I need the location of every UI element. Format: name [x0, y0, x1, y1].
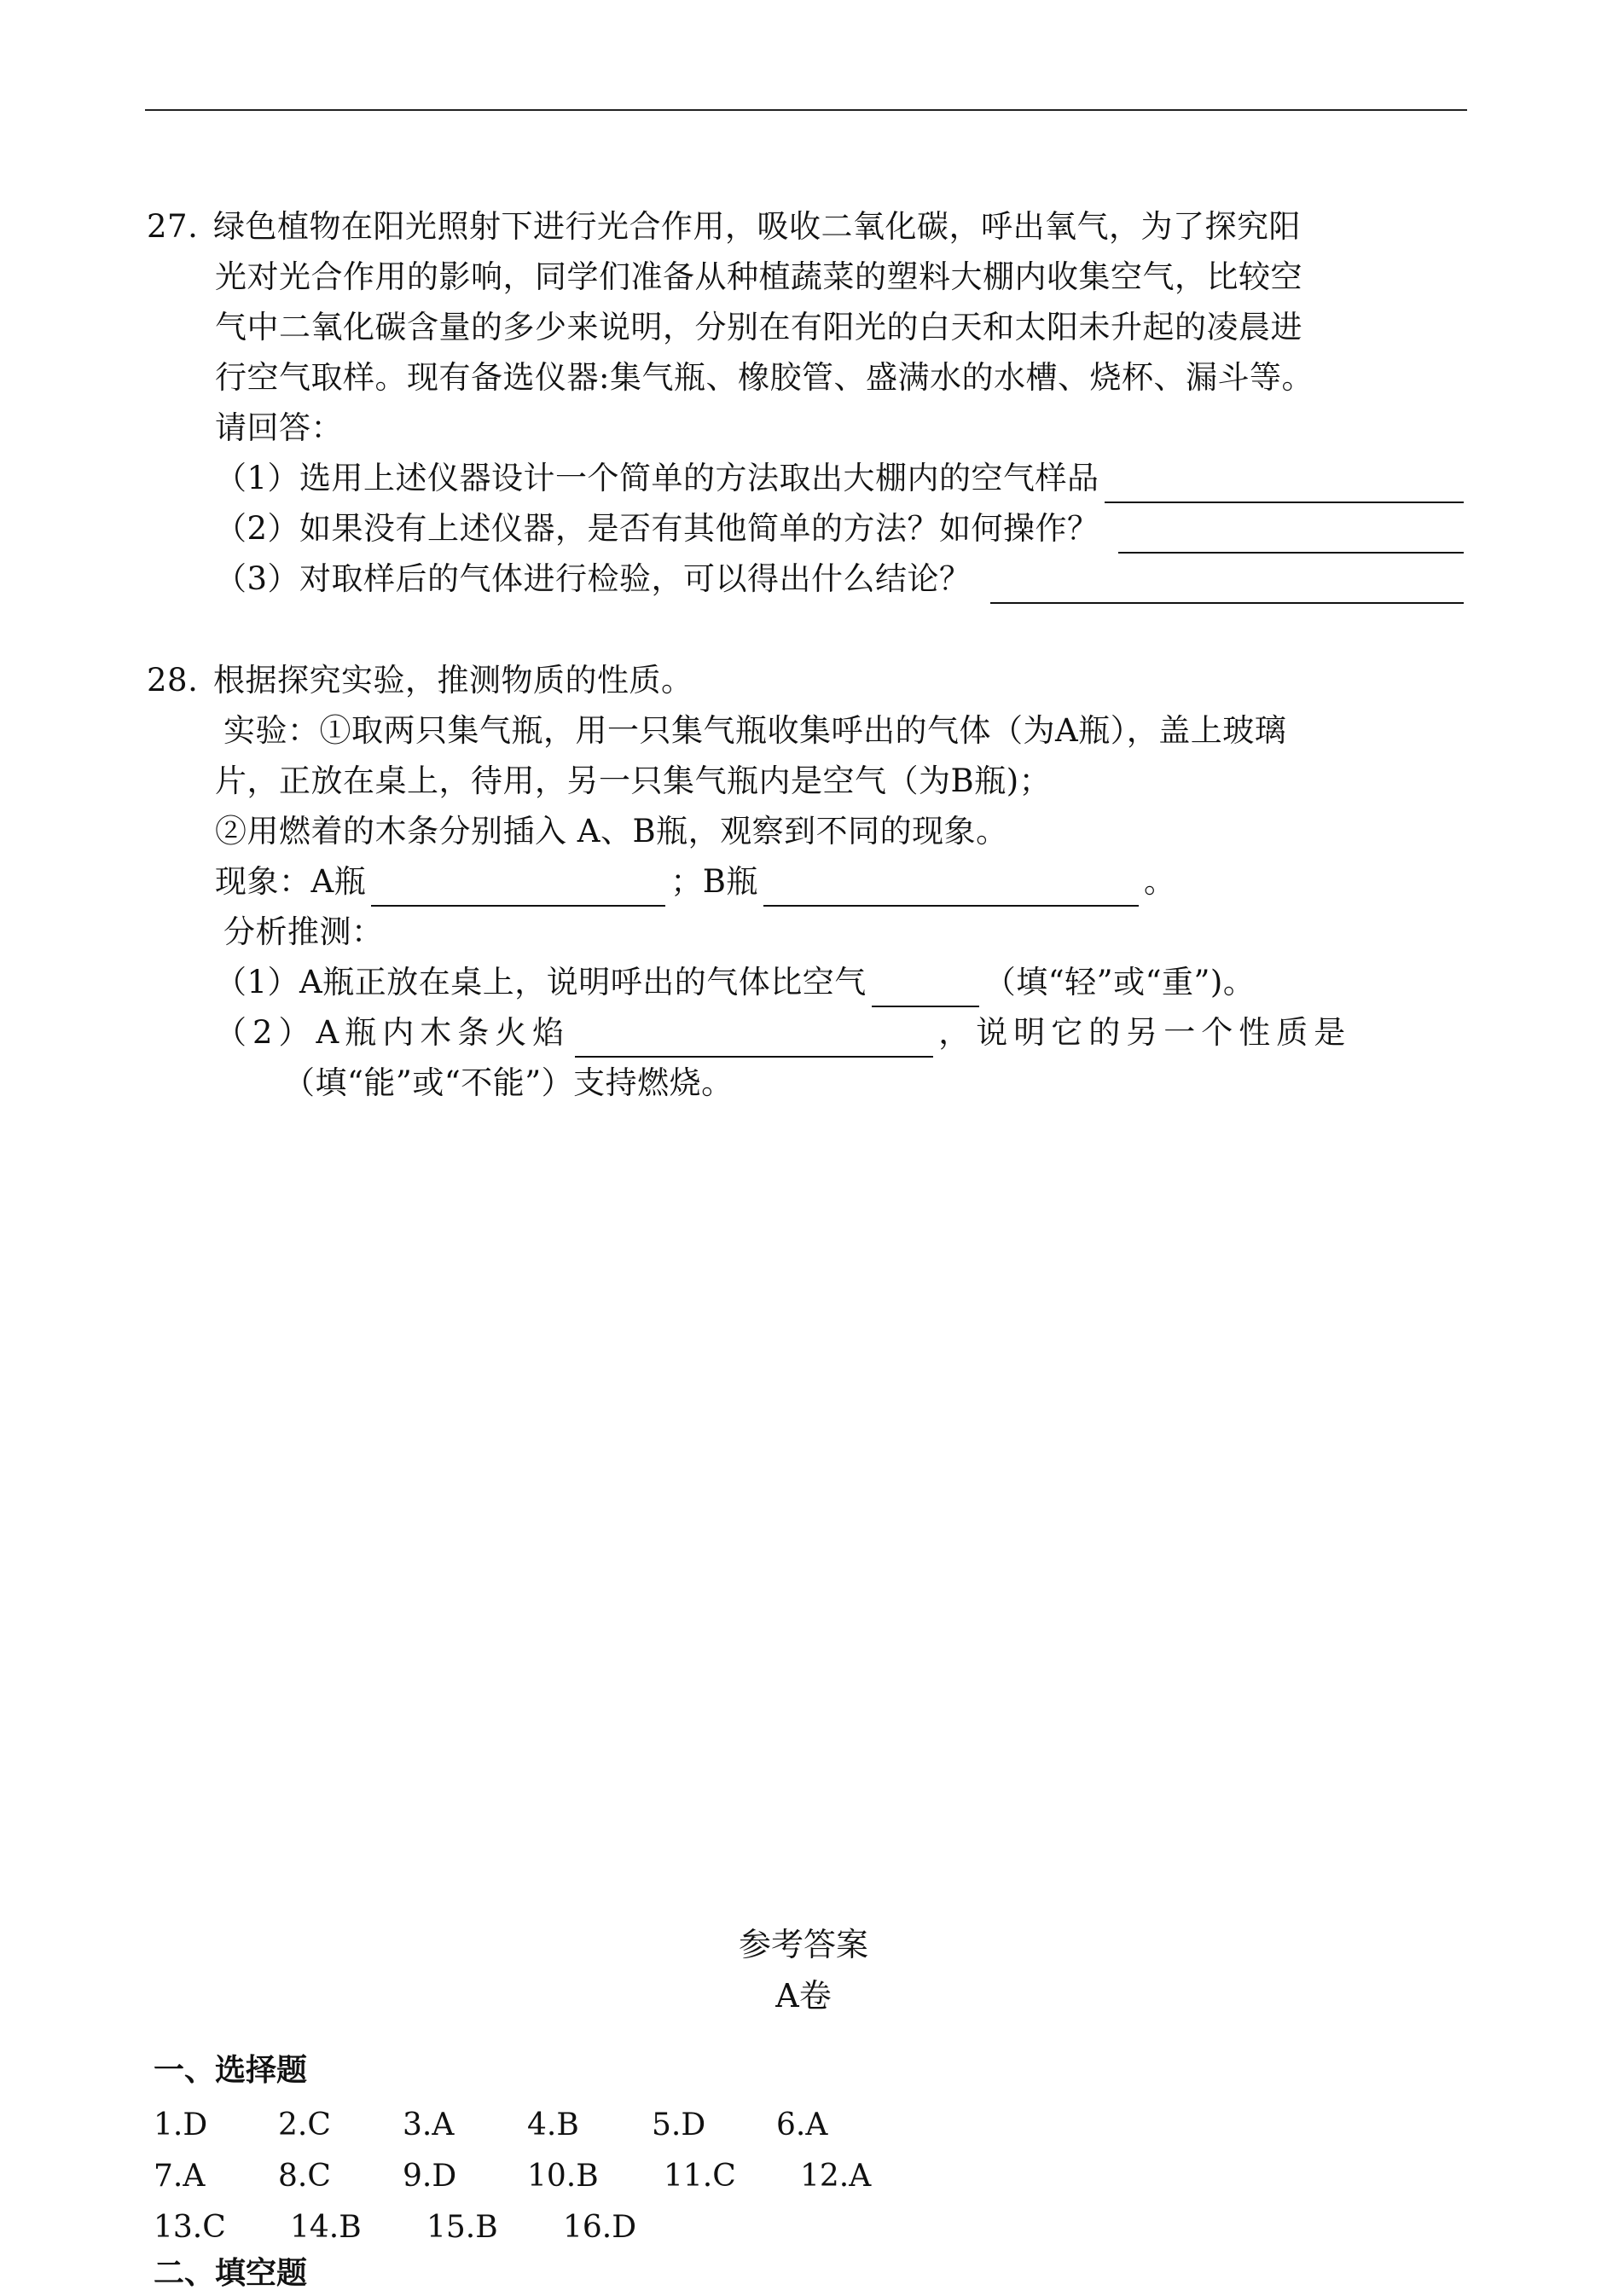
section-multiple-choice: 一、选择题 [154, 2053, 308, 2088]
answer-item: 14.B [290, 2210, 362, 2245]
answer-item: 8.C [278, 2159, 331, 2194]
q28-analysis-1: （1）A瓶正放在桌上，说明呼出的气体比空气 （填“轻”或“重”)。 [147, 957, 1469, 1007]
question-27 [147, 201, 1469, 604]
answers-title: 参考答案 [738, 1926, 868, 1963]
answer-row-3 [154, 2202, 937, 2253]
question-28 [147, 655, 1469, 1108]
q28-line4: ②用燃着的木条分别插入 A、B瓶，观察到不同的现象。 [215, 813, 1008, 849]
answer-item: 3.A [403, 2108, 455, 2142]
q28-line2: 实验：①取两只集气瓶，用一只集气瓶收集呼出的气体（为A瓶），盖上玻璃 [223, 712, 1287, 749]
q27-answer-blank-2[interactable] [1118, 518, 1464, 554]
answer-row-1 [154, 2100, 937, 2151]
q28-analysis-label: 分析推测： [223, 913, 384, 950]
q27-number: 27. [147, 208, 199, 245]
answer-item: 7.A [154, 2159, 206, 2194]
answer-item: 11.C [664, 2159, 736, 2194]
q27-sub2: （2）如果没有上述仪器，是否有其他简单的方法？如何操作？ [147, 503, 1469, 554]
answer-item: 12.A [800, 2159, 872, 2194]
answer-item: 13.C [154, 2210, 226, 2245]
q28-phenomenon: 现象：A瓶 ；B瓶 。 [147, 856, 1469, 907]
q28-analysis-2: （2）A瓶内木条火焰 ，说明它的另一个性质是 [147, 1007, 1469, 1058]
q27-line2: 光对光合作用的影响，同学们准备从种植蔬菜的塑料大棚内收集空气，比较空 [215, 258, 1302, 295]
q27-line1: 27. 绿色植物在阳光照射下进行光合作用，吸收二氧化碳，呼出氧气，为了探究阳 [147, 201, 1469, 252]
q27-line5: 请回答： [215, 409, 343, 446]
answer-item: 6.A [776, 2108, 828, 2142]
answer-key [154, 2100, 937, 2253]
q27-answer-blank-3[interactable] [990, 568, 1464, 604]
answer-item: 2.C [278, 2108, 331, 2142]
answer-item: 5.D [652, 2108, 706, 2142]
q28-blank-flame[interactable] [575, 1022, 933, 1058]
header-rule [145, 109, 1467, 111]
q27-sub1: （1）选用上述仪器设计一个简单的方法取出大棚内的空气样品 [147, 453, 1469, 503]
q28-blank-weight[interactable] [872, 971, 979, 1007]
answer-item: 9.D [403, 2159, 457, 2194]
q27-sub3: （3）对取样后的气体进行检验，可以得出什么结论？ [147, 554, 1469, 604]
answer-item: 16.D [563, 2210, 637, 2245]
q28-line3: 片，正放在桌上，待用，另一只集气瓶内是空气（为B瓶)； [215, 762, 1052, 799]
q28-number: 28. [147, 662, 199, 699]
q28-blank-a[interactable] [371, 871, 665, 907]
answer-item: 15.B [426, 2210, 498, 2245]
answer-item: 10.B [527, 2159, 599, 2194]
q28-line1: 28. 根据探究实验，推测物质的性质。 [147, 655, 1469, 705]
answer-item: 4.B [527, 2108, 579, 2142]
answer-row-2 [154, 2151, 937, 2202]
q28-analysis-2-cont: （填“能”或“不能”）支持燃烧。 [283, 1064, 734, 1101]
q27-line4: 行空气取样。现有备选仪器:集气瓶、橡胶管、盛满水的水槽、烧杯、漏斗等。 [215, 359, 1314, 396]
answers-volume: A卷 [775, 1977, 832, 2015]
answer-item: 1.D [154, 2108, 208, 2142]
section-fill-in: 二、填空题 [154, 2256, 308, 2291]
q28-blank-b[interactable] [763, 871, 1139, 907]
q27-answer-blank-1[interactable] [1105, 467, 1464, 503]
q27-line3: 气中二氧化碳含量的多少来说明，分别在有阳光的白天和太阳未升起的凌晨进 [215, 309, 1302, 345]
